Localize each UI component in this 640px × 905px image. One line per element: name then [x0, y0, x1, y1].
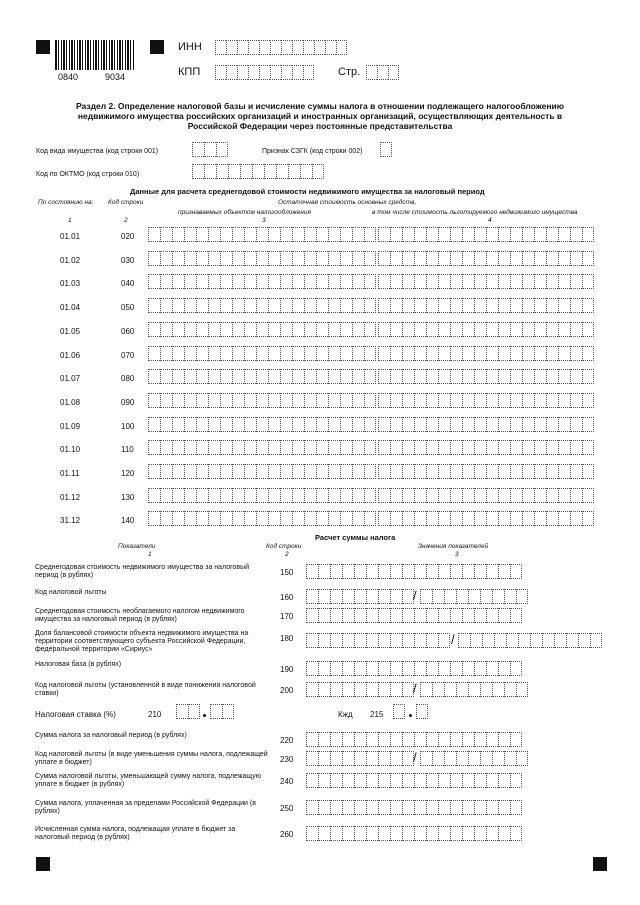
calc-row-code: 200 — [280, 686, 294, 695]
corner-marker — [36, 40, 50, 54]
avg-row-date: 31.12 — [60, 516, 81, 526]
property-type-label: Код вида имущества (код строки 001) — [36, 148, 159, 155]
avg-row-code: 100 — [121, 421, 135, 431]
avg-row-date: 01.06 — [60, 350, 81, 360]
calc-col1-header: Показатели — [118, 543, 156, 550]
benefit-code-field[interactable] — [306, 589, 414, 604]
residual-value-field[interactable] — [148, 322, 376, 337]
szgk-label: Признак СЗГК (код строки 002) — [262, 148, 363, 155]
avg-row-code: 050 — [121, 303, 135, 313]
avg-row-date: 01.01 — [60, 232, 81, 241]
exempt-value-field[interactable] — [378, 393, 594, 408]
residual-value-field[interactable] — [148, 251, 376, 266]
benefit-code-field[interactable] — [306, 682, 414, 697]
calc-heading: Расчет суммы налога — [315, 533, 396, 542]
avg-row-date: 01.10 — [60, 445, 81, 455]
szgk-field[interactable] — [380, 142, 392, 157]
corner-marker — [593, 857, 607, 871]
calc-row-label: Сумма налоговой льготы, уменьшающей сумму налога, подлежащую уплате в бюджет (в рублях) — [35, 773, 262, 788]
corner-marker — [150, 40, 164, 54]
value-field[interactable] — [306, 800, 522, 815]
avg-col-num-1: 1 — [68, 217, 72, 224]
inn-label: ИНН — [178, 41, 202, 53]
residual-value-field[interactable] — [148, 511, 376, 526]
calc-row-code: 170 — [280, 612, 294, 621]
corner-marker — [36, 857, 50, 871]
avg-col3-header-line2: признаваемых объектом налогообложения — [178, 209, 311, 216]
calc-col2-header: Код строки — [266, 543, 302, 550]
avg-row-date: 01.03 — [60, 279, 81, 289]
tax-rate-frac-field[interactable] — [210, 704, 234, 719]
residual-value-field[interactable] — [148, 298, 376, 313]
value-field[interactable] — [306, 732, 522, 747]
avg-row-date: 01.07 — [60, 374, 81, 384]
avg-row-date: 01.05 — [60, 326, 81, 336]
exempt-value-field[interactable] — [378, 322, 594, 337]
avg-row-code: 040 — [121, 279, 135, 289]
oktmo-field[interactable] — [192, 164, 324, 179]
page-field[interactable] — [366, 65, 399, 80]
avg-col4-header: в том числе стоимость льготируемого недвижимого имущества — [372, 209, 578, 216]
avg-col-num-4: 4 — [488, 217, 492, 224]
tax-rate-label: Налоговая ставка (%) — [35, 710, 116, 719]
kkd-code: 215 — [370, 710, 384, 719]
kpp-field[interactable] — [215, 65, 314, 80]
avg-row-code: 090 — [121, 397, 135, 407]
slash-separator: / — [413, 750, 417, 765]
calc-row-code: 260 — [280, 830, 294, 839]
exempt-value-field[interactable] — [378, 464, 594, 479]
slash-separator: / — [413, 588, 417, 603]
avg-row-date: 01.12 — [60, 492, 81, 502]
avg-col1-header: По состоянию на: — [38, 199, 94, 206]
decimal-point — [409, 714, 412, 717]
value-field[interactable] — [306, 773, 522, 788]
exempt-value-field[interactable] — [378, 251, 594, 266]
avg-row-code: 140 — [121, 516, 135, 526]
calc-row-label: Сумма налога, уплаченная за пределами Российской Федерации (в рублях) — [35, 800, 256, 815]
calc-col3-header: Значения показателей — [418, 543, 489, 550]
calc-col-num-2: 2 — [285, 551, 289, 558]
exempt-value-field[interactable] — [378, 417, 594, 432]
avg-col3-header: Остаточная стоимость основных средств, — [278, 199, 417, 206]
calc-row-code: 180 — [280, 634, 294, 643]
calc-row-label: Среднегодовая стоимость необлагаемого налогом недвижимого имущества за налоговый период (в рублях) — [35, 608, 245, 623]
residual-value-field[interactable] — [148, 464, 376, 479]
kkd-frac-field[interactable] — [416, 704, 428, 719]
exempt-value-field[interactable] — [378, 346, 594, 361]
page-label: Стр. — [338, 66, 361, 78]
avg-col-num-3: 3 — [262, 217, 266, 224]
residual-value-field[interactable] — [148, 369, 376, 384]
calc-row-code: 230 — [280, 755, 294, 764]
barcode — [55, 40, 135, 70]
property-type-field[interactable] — [192, 142, 228, 157]
inn-field[interactable] — [215, 40, 347, 55]
kkd-int-field[interactable] — [393, 704, 405, 719]
calc-row-label: Исчисленная сумма налога, подлежащая уплате в бюджет за налоговый период (в рублях) — [35, 826, 236, 841]
residual-value-field[interactable] — [148, 417, 376, 432]
residual-value-field[interactable] — [148, 440, 376, 455]
calc-row-code: 190 — [280, 665, 294, 674]
oktmo-label: Код по ОКТМО (код строки 010) — [36, 171, 140, 178]
avg-row-code: 020 — [121, 232, 135, 241]
calc-row-label: Код налоговой льготы — [35, 589, 107, 596]
avg-row-date: 01.08 — [60, 397, 81, 407]
avg-row-date: 01.04 — [60, 303, 81, 313]
avg-row-date: 01.02 — [60, 255, 81, 265]
barcode-number-left: 0840 — [58, 72, 79, 82]
calc-row-label: Код налоговой льготы (установленной в виде понижения налоговой ставки) — [35, 682, 256, 697]
kkd-label: Кжд — [338, 710, 353, 719]
calc-row-code: 250 — [280, 804, 294, 813]
avg-row-date: 01.11 — [60, 469, 80, 478]
avg-row-code: 080 — [121, 374, 135, 384]
kpp-label: КПП — [178, 66, 201, 78]
share-numerator-field[interactable] — [306, 633, 450, 648]
benefit-code-field[interactable] — [420, 751, 528, 766]
barcode-number-right: 9034 — [105, 72, 126, 82]
benefit-code-field[interactable] — [306, 751, 414, 766]
value-field[interactable] — [306, 661, 522, 676]
share-denominator-field[interactable] — [458, 633, 602, 648]
residual-value-field[interactable] — [148, 346, 376, 361]
exempt-value-field[interactable] — [378, 298, 594, 313]
residual-value-field[interactable] — [148, 488, 376, 503]
value-field[interactable] — [306, 826, 522, 841]
calc-col-num-1: 1 — [148, 551, 152, 558]
tax-rate-int-field[interactable] — [176, 704, 200, 719]
calc-row-label: Налоговая база (в рублях) — [35, 661, 122, 668]
avg-table-heading: Данные для расчета среднегодовой стоимости недвижимого имущества за налоговый период — [130, 187, 485, 196]
benefit-code-field[interactable] — [420, 589, 528, 604]
section-title: Раздел 2. Определение налоговой базы и исчисление суммы налога в отношении подлежащего налогообложению недвижимого имущества российских организаций и иностранных организаций, осуществляющих деятельность в Российской Федерации через постоянные представительства — [75, 101, 565, 131]
exempt-value-field[interactable] — [378, 440, 594, 455]
calc-row-code: 220 — [280, 736, 294, 745]
exempt-value-field[interactable] — [378, 227, 594, 242]
avg-row-code: 060 — [121, 326, 135, 336]
calc-row-code: 160 — [280, 593, 294, 602]
avg-row-code: 120 — [121, 469, 135, 478]
residual-value-field[interactable] — [148, 274, 376, 289]
residual-value-field[interactable] — [148, 393, 376, 408]
exempt-value-field[interactable] — [378, 488, 594, 503]
calc-row-code: 150 — [280, 568, 294, 577]
slash-separator: / — [451, 632, 455, 647]
exempt-value-field[interactable] — [378, 369, 594, 384]
calc-col-num-3: 3 — [455, 551, 459, 558]
slash-separator: / — [413, 681, 417, 696]
avg-col2-header: Код строки — [108, 199, 144, 206]
value-field[interactable] — [306, 608, 522, 623]
value-field[interactable] — [306, 564, 522, 579]
exempt-value-field[interactable] — [378, 274, 594, 289]
exempt-value-field[interactable] — [378, 511, 594, 526]
calc-row-code: 240 — [280, 777, 294, 786]
avg-row-code: 110 — [121, 445, 134, 455]
avg-col-num-2: 2 — [124, 217, 128, 224]
benefit-code-field[interactable] — [420, 682, 528, 697]
avg-row-code: 030 — [121, 255, 135, 265]
calc-row-label: Код налоговой льготы (в виде уменьшения суммы налога, подлежащей уплате в бюджет) — [35, 751, 268, 766]
decimal-point — [203, 714, 206, 717]
tax-rate-code: 210 — [148, 710, 162, 719]
avg-row-date: 01.09 — [60, 421, 81, 431]
calc-row-label: Доля балансовой стоимости объекта недвижимого имущества на территории соответствующего субъекта Российской Федерации, федеральной территории «Сириус» — [35, 630, 249, 653]
residual-value-field[interactable] — [148, 227, 376, 242]
avg-row-code: 130 — [121, 492, 135, 502]
calc-row-label: Сумма налога за налоговый период (в рублях) — [35, 732, 187, 739]
avg-row-code: 070 — [121, 350, 135, 360]
calc-row-label: Среднегодовая стоимость недвижимого имущества за налоговый период (в рублях) — [35, 564, 250, 579]
